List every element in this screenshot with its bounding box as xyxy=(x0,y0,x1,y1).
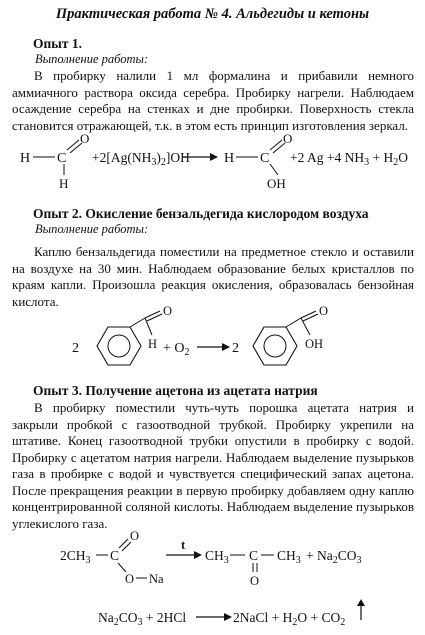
eq2-o-ald: O xyxy=(163,304,173,318)
eq1-o2: O xyxy=(283,131,293,146)
eq3-bond-o xyxy=(118,563,126,572)
eq1-o1: O xyxy=(80,131,90,146)
eq2-coef2: 2 xyxy=(232,341,239,356)
eq2-bond-2 xyxy=(286,318,301,327)
eq2-double-1a xyxy=(145,311,160,318)
eq1-oh: OH xyxy=(267,176,286,191)
eq4-left: $Na_2CO_3 + 2HCl$ xyxy=(98,610,187,628)
eq2-o-acid: O xyxy=(319,304,329,318)
eq1-h2: H xyxy=(224,151,235,166)
eq2-benzene-ring-2 xyxy=(253,327,297,365)
eq3-plus-na2co3: + $Na_2CO_3$ xyxy=(306,548,362,566)
eq3-o-na: O xyxy=(125,572,135,586)
eq2-coef: 2 xyxy=(72,341,79,356)
eq2-ring-circle-1 xyxy=(108,335,130,357)
eq2-ring-circle-2 xyxy=(264,335,286,357)
equation-2 xyxy=(0,305,425,380)
eq2-double-2b xyxy=(303,314,318,321)
exp3-heading: Опыт 3. Получение ацетона из ацетата натрия xyxy=(33,383,318,398)
eq4-right: 2NaCl + $H_2O + CO_2$ xyxy=(233,610,346,628)
eq3-left: $2CH_3$ xyxy=(60,548,91,566)
exp1-text: В пробирку налили 1 мл формалина и прибавили немного аммиачного раствора оксида серебра. Пробирку нагрели. Наблюдаем осаждение серебра на стенках и дне пробирки. Поверхность стекла становится отражающей, т.к. в этом есть принцип изготовления зеркал. xyxy=(12,68,414,133)
exp1-heading: Опыт 1. xyxy=(33,36,82,51)
exp2-subheading: Выполнение работы: xyxy=(35,222,149,236)
eq2-double-1b xyxy=(147,314,162,321)
eq2-arrow-head xyxy=(222,343,230,351)
eq3-o-bottom: O xyxy=(250,574,260,588)
exp2-text: Каплю бензальдегида поместили на предметное стекло и оставили на воздухе на 30 мин. Наблюдаем образование белых кристаллов по краям капли. Произошла реакция окисления, образовалась бензойная кислота. xyxy=(12,244,414,309)
eq3-heat: t xyxy=(181,538,186,552)
eq2-oh-acid: OH xyxy=(305,337,324,351)
eq3-ch3a: $CH_3$ xyxy=(205,548,229,566)
eq1-h-left: H xyxy=(20,151,31,166)
eq2-h-ald: H xyxy=(148,337,158,351)
eq2-bond-oh xyxy=(301,318,310,335)
exp2-heading: Опыт 2. Окисление бензальдегида кислородом воздуха xyxy=(33,206,369,221)
exp1-subheading: Выполнение работы: xyxy=(35,52,149,66)
eq4-gas-arrow-head xyxy=(357,599,365,606)
eq3-arrow-head xyxy=(194,551,202,559)
eq3-ch3b: $CH_3$ xyxy=(277,548,301,566)
eq3-o-top: O xyxy=(130,529,140,543)
eq4-arrow-head xyxy=(224,613,232,621)
eq1-bond-oh xyxy=(270,164,278,175)
eq3-c: C xyxy=(110,548,120,563)
eq1-reagent: $+2[Ag(NH_3)_2]OH$ xyxy=(92,150,190,168)
equation-1 xyxy=(0,131,425,195)
page-title: Практическая работа № 4. Альдегиды и кетоны xyxy=(55,6,370,22)
eq1-c2: C xyxy=(260,151,270,166)
eq2-plus-o2: + $O_2$ xyxy=(163,341,190,358)
eq1-c1: C xyxy=(57,151,67,166)
equation-4 xyxy=(0,598,425,632)
eq2-double-2a xyxy=(301,311,316,318)
eq3-na: Na xyxy=(149,572,164,586)
equation-3 xyxy=(0,530,425,590)
eq1-double-bond-c xyxy=(270,140,282,150)
eq3-c-mid: C xyxy=(249,548,259,563)
eq2-bond-1 xyxy=(130,318,145,327)
eq1-products: +2 Ag +4 $NH_3 + H_2O$ xyxy=(290,150,408,168)
eq1-h-bottom: H xyxy=(59,176,69,191)
eq1-double-bond-a xyxy=(67,140,79,150)
exp3-text: В пробирку поместили чуть-чуть порошка ацетата натрия и закрыли пробкой с газоотводной трубкой. Пробирку укрепили на штативе. Конец газоотводной трубки опустили в пробирку с водой. Пробирку с ацетатом натрия нагрели. Наблюдаем выделение пузырьков газа в пробирке с водой и чувствуется специфический запах ацетона. После прекращения реакции в первую пробирку добавляем одну каплю концентрированной соляной кислоты. Наблюдаем выделение пузырьков углекислого газа. xyxy=(12,400,414,531)
eq1-arrow-head xyxy=(210,153,218,161)
eq2-benzene-ring-1 xyxy=(97,327,141,365)
